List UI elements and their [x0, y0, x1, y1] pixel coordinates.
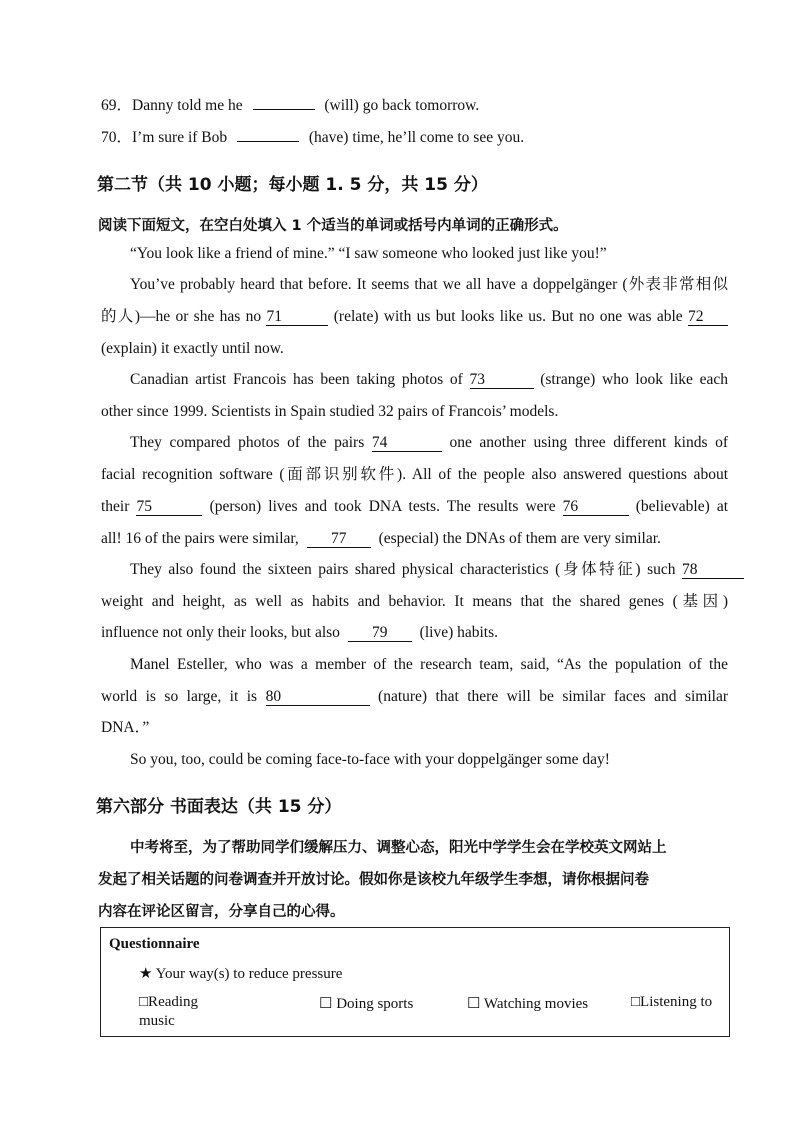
passage-text: (live) habits.: [419, 624, 499, 641]
passage-line: weight and height, as well as habits and behavior. It means that the shared genes (基因): [101, 593, 728, 610]
q70-text: 70．I’m sure if Bob: [101, 129, 228, 146]
writing-prompt: 中考将至，为了帮助同学们缓解压力、调整心态，阳光中学学生会在学校英文网站上: [130, 840, 667, 856]
q69-text: 69．Danny told me he: [101, 97, 243, 114]
option-wrap-text: music: [139, 1013, 175, 1029]
passage-line: Manel Esteller, who was a member of the research team, said, “As the population of the: [130, 656, 728, 673]
passage-line: (explain) it exactly until now.: [101, 340, 284, 357]
passage-text: (person) lives and took DNA tests. The results were: [209, 498, 556, 515]
writing-prompt: 内容在评论区留言，分享自己的心得。: [98, 904, 345, 920]
option-doing-sports[interactable]: ☐ Doing sports: [319, 996, 414, 1012]
section-heading: 第二节（共 10 小题；每小题 1. 5 分，共 15 分）: [97, 175, 488, 195]
passage-line: You’ve probably heard that before. It seems that we all have a doppelgänger (外表非常相似: [130, 276, 728, 293]
passage-line: DNA．”: [101, 719, 150, 736]
star-icon: ★: [139, 966, 153, 982]
answer-blank-74[interactable]: 74: [372, 435, 442, 452]
answer-blank-71[interactable]: 71: [266, 309, 328, 326]
q69-rest: (will) go back tomorrow.: [324, 97, 480, 114]
question-70: [101, 128, 524, 148]
passage-line: facial recognition software (面部识别软件). All of the people also answered questions about: [101, 466, 728, 483]
passage-text: influence not only their looks, but also: [101, 624, 340, 641]
passage-text: Canadian artist Francois has been taking photos of: [130, 371, 463, 388]
passage-line: [101, 623, 498, 643]
passage-text: (nature) that there will be similar faces and similar: [378, 688, 729, 705]
passage-line: [101, 497, 728, 517]
passage-line: [101, 307, 728, 327]
option-watching-movies[interactable]: ☐ Watching movies: [467, 996, 589, 1012]
questionnaire-box: [100, 927, 730, 1037]
passage-line: [130, 370, 728, 390]
section-instruction: 阅读下面短文，在空白处填入 1 个适当的单词或括号内单词的正确形式。: [98, 218, 568, 234]
passage-line: So you, too, could be coming face-to-face with your doppelgänger some day!: [130, 751, 610, 768]
option-reading[interactable]: □Reading: [139, 994, 199, 1010]
answer-blank-77[interactable]: 77: [307, 531, 371, 548]
passage-text: (believable) at: [635, 498, 729, 515]
passage-text: (strange) who look like each: [540, 371, 729, 388]
answer-blank-80[interactable]: 80: [266, 689, 370, 706]
passage-line: [101, 687, 728, 707]
part6-heading: 第六部分 书面表达（共 15 分）: [96, 797, 342, 817]
answer-blank-75[interactable]: 75: [136, 499, 202, 516]
answer-blank-78[interactable]: 78: [682, 562, 744, 579]
passage-text: one another using three different kinds of: [449, 434, 728, 451]
passage-line: [101, 529, 661, 549]
answer-blank-70[interactable]: [237, 141, 299, 142]
passage-line: “You look like a friend of mine.” “I saw someone who looked just like you!”: [130, 245, 607, 262]
questionnaire-title: Questionnaire: [109, 936, 200, 952]
answer-blank-73[interactable]: 73: [470, 372, 534, 389]
questionnaire-question: [139, 964, 342, 983]
option-listening-to-music[interactable]: □Listening to: [631, 994, 713, 1010]
answer-blank-72[interactable]: 72: [688, 309, 728, 326]
passage-line: other since 1999. Scientists in Spain studied 32 pairs of Francois’ models.: [101, 403, 559, 420]
passage-text: their: [101, 498, 130, 515]
question-69: [101, 96, 479, 116]
writing-prompt: 发起了相关话题的问卷调查并开放讨论。假如你是该校九年级学生李想，请你根据问卷: [98, 872, 649, 888]
answer-blank-69[interactable]: [253, 109, 315, 110]
passage-line: [130, 560, 744, 580]
passage-text: world is so large, it is: [101, 688, 258, 705]
passage-text: 的人)—he or she has no: [101, 308, 262, 325]
answer-blank-76[interactable]: 76: [563, 499, 629, 516]
passage-line: [130, 433, 728, 453]
passage-text: (especial) the DNAs of them are very similar.: [378, 530, 661, 547]
passage-text: all! 16 of the pairs were similar,: [101, 530, 299, 547]
q70-rest: (have) time, he’ll come to see you.: [308, 129, 525, 146]
passage-text: (relate) with us but looks like us. But no one was able: [333, 308, 683, 325]
answer-blank-79[interactable]: 79: [348, 625, 412, 642]
passage-text: They also found the sixteen pairs shared physical characteristics (身体特征) such: [130, 561, 676, 578]
passage-text: They compared photos of the pairs: [130, 434, 365, 451]
question-text: Your way(s) to reduce pressure: [155, 966, 343, 982]
